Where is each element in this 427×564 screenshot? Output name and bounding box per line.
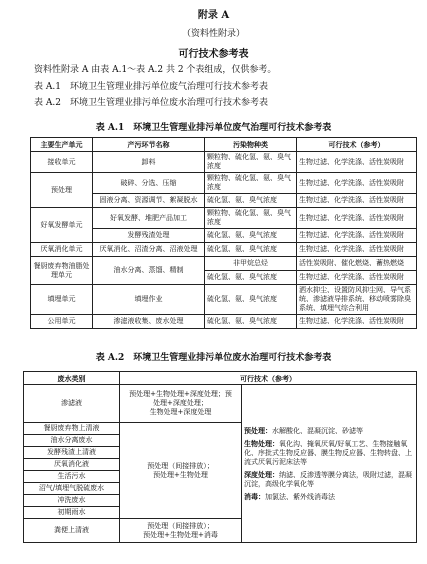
tech-cell: 生物过滤、化学洗涤、活性炭吸附	[297, 208, 417, 229]
step-cell: 厌氧消化、沼渣分离、沼液处理	[93, 243, 205, 257]
tech-line: 预处理（间接排放）；	[147, 521, 214, 530]
table-header-row	[31, 138, 417, 152]
category-cell: 生活污水	[24, 471, 120, 483]
note-pretreatment	[244, 426, 414, 436]
note-disinfection	[244, 492, 414, 502]
appendix-title: 可行技术参考表	[178, 49, 249, 60]
unit-cell: 厌氧消化单元	[31, 243, 93, 257]
step-cell: 卸料	[93, 152, 205, 173]
tech-line: 生物处理+深度处理	[149, 408, 212, 416]
table-a2-title: 表 A.2 环境卫生管理业排污单位废水治理可行技术参考表	[95, 353, 332, 363]
table-a1-title: 表 A.1 环境卫生管理业排污单位废气治理可行技术参考表	[95, 123, 332, 133]
category-cell: 餐厨废弃物上清液	[24, 423, 120, 435]
pollutant-cell: 硫化氢、氨、臭气浓度	[205, 271, 297, 285]
category-cell: 渗滤液	[24, 385, 120, 423]
unit-cell: 填埋单元	[31, 285, 93, 315]
column-header: 主要生产单元	[31, 138, 93, 152]
appendix-type: （资料性附录）	[181, 29, 245, 39]
tech-line: 处理+深度处理；	[153, 399, 208, 407]
table-a1	[30, 137, 417, 329]
tech-cell: 生物过滤、化学洗涤、活性炭吸附	[297, 173, 417, 194]
tech-cell: 生物过滤、化学洗涤、活性炭吸附	[297, 243, 417, 257]
tech-cell: 生物过滤、化学洗涤、活性炭吸附	[297, 271, 417, 285]
tech-line: 预处理+生物处理+深度处理；预	[129, 390, 232, 398]
pollutant-cell: 硫化氢、氨、臭气浓度	[205, 194, 297, 208]
unit-cell: 预处理	[31, 173, 93, 208]
tech-cell	[120, 423, 242, 519]
pollutant-cell: 硫化氢、氨、臭气浓度	[205, 229, 297, 243]
tech-notes-cell	[242, 385, 417, 543]
tech-cell: 生物过滤、化学洗涤、活性炭吸附	[297, 152, 417, 173]
note-text: 水解酸化、混凝沉淀、砂滤等	[272, 426, 363, 435]
tech-cell: 生物过滤、化学洗涤、活性炭吸附	[297, 315, 417, 329]
tech-cell: 生物过滤、化学洗涤、活性炭吸附	[297, 229, 417, 243]
table-a2	[23, 371, 417, 543]
table-row	[31, 152, 417, 173]
note-label: 消毒：	[244, 491, 265, 501]
note-advanced	[244, 470, 414, 489]
category-cell: 厌氧消化液	[24, 459, 120, 471]
column-header: 可行技术（参考）	[297, 138, 417, 152]
table-row	[31, 285, 417, 315]
tech-cell	[120, 519, 242, 543]
step-cell: 发酵残渣处理	[93, 229, 205, 243]
tech-cell: 洒水抑尘、设置防风抑尘网、导气系统、渗滤液导排系统、移动喷雾除臭系统、填埋气综合利用	[297, 285, 417, 315]
column-header: 废水类别	[24, 372, 120, 385]
tech-cell: 活性炭吸附、催化燃烧、蓄热燃烧	[297, 257, 417, 271]
table-row	[31, 315, 417, 329]
appendix-heading: 附录 A	[197, 10, 230, 21]
step-cell: 填埋作业	[93, 285, 205, 315]
note-text: 纳滤、反渗透等膜分离法，吸附过滤，混凝沉淀，高级化学氧化等	[244, 470, 412, 488]
table-row	[24, 385, 417, 423]
column-header: 可行技术（参考）	[120, 372, 417, 385]
category-cell: 粪便上清液	[24, 519, 120, 543]
tech-line: 预处理+生物处理	[153, 470, 208, 479]
tech-cell: 生物过滤、化学洗涤、活性炭吸附	[297, 194, 417, 208]
pollutant-cell: 硫化氢、氨、臭气浓度	[205, 243, 297, 257]
table-row	[31, 208, 417, 229]
pollutant-cell: 硫化氢、氨、臭气浓度	[205, 285, 297, 315]
unit-cell: 接收单元	[31, 152, 93, 173]
pollutant-cell: 非甲烷总烃	[205, 257, 297, 271]
category-cell: 冲洗废水	[24, 495, 120, 507]
column-header: 污染物种类	[205, 138, 297, 152]
step-cell: 固液分离、资源调节、絮凝脱水	[93, 194, 205, 208]
note-text: 氧化沟、掩氧厌氧/好氧工艺、生物接触氧化、序批式生物反应器、膜生物反应器、生物转盘、上流式厌氧污泥床法等	[244, 439, 412, 466]
step-cell: 油水分离、蒸馏、精制	[93, 257, 205, 285]
pollutant-cell: 颗粒物、硫化氢、氨、臭气浓度	[205, 152, 297, 173]
step-cell: 渗滤液收集、废水处理	[93, 315, 205, 329]
step-cell: 破碎、分选、压缩	[93, 173, 205, 194]
category-cell: 油水分离废水	[24, 435, 120, 447]
pollutant-cell: 颗粒物、硫化氢、氨、臭气浓度	[205, 208, 297, 229]
unit-cell: 公用单元	[31, 315, 93, 329]
column-header: 产污环节名称	[93, 138, 205, 152]
note-label: 深度处理：	[244, 469, 279, 479]
table-row	[31, 243, 417, 257]
note-label: 生物处理：	[244, 438, 279, 448]
note-text: 加氯法、紫外线消毒法	[265, 492, 335, 501]
tech-cell	[120, 385, 242, 423]
tech-line: 预处理（间接排放）；	[147, 461, 214, 470]
table-list-item-a1: 表 A.1 环境卫生管理业排污单位废气治理可行技术参考表	[34, 82, 268, 92]
tech-line: 预处理+生物处理+消毒	[143, 530, 218, 539]
unit-cell: 餐厨废弃物油脂处理单元	[31, 257, 93, 285]
table-header-row	[24, 372, 417, 385]
note-biological	[244, 439, 414, 467]
category-cell: 沼气/填埋气脱硫废水	[24, 483, 120, 495]
table-list-item-a2: 表 A.2 环境卫生管理业排污单位废水治理可行技术参考表	[34, 98, 268, 108]
unit-cell: 好氧发酵单元	[31, 208, 93, 243]
step-cell: 好氧发酵、堆肥产品加工	[93, 208, 205, 229]
pollutant-cell: 硫化氢、氨、臭气浓度	[205, 315, 297, 329]
category-cell: 发酵残渣上清液	[24, 447, 120, 459]
category-cell: 初期雨水	[24, 507, 120, 519]
table-row	[31, 173, 417, 194]
intro-paragraph: 资料性附录 A 由表 A.1～表 A.2 共 2 个表组成，仅供参考。	[34, 65, 277, 75]
pollutant-cell: 颗粒物、硫化氢、氨、臭气浓度	[205, 173, 297, 194]
note-label: 预处理：	[244, 425, 272, 435]
table-row	[31, 257, 417, 271]
